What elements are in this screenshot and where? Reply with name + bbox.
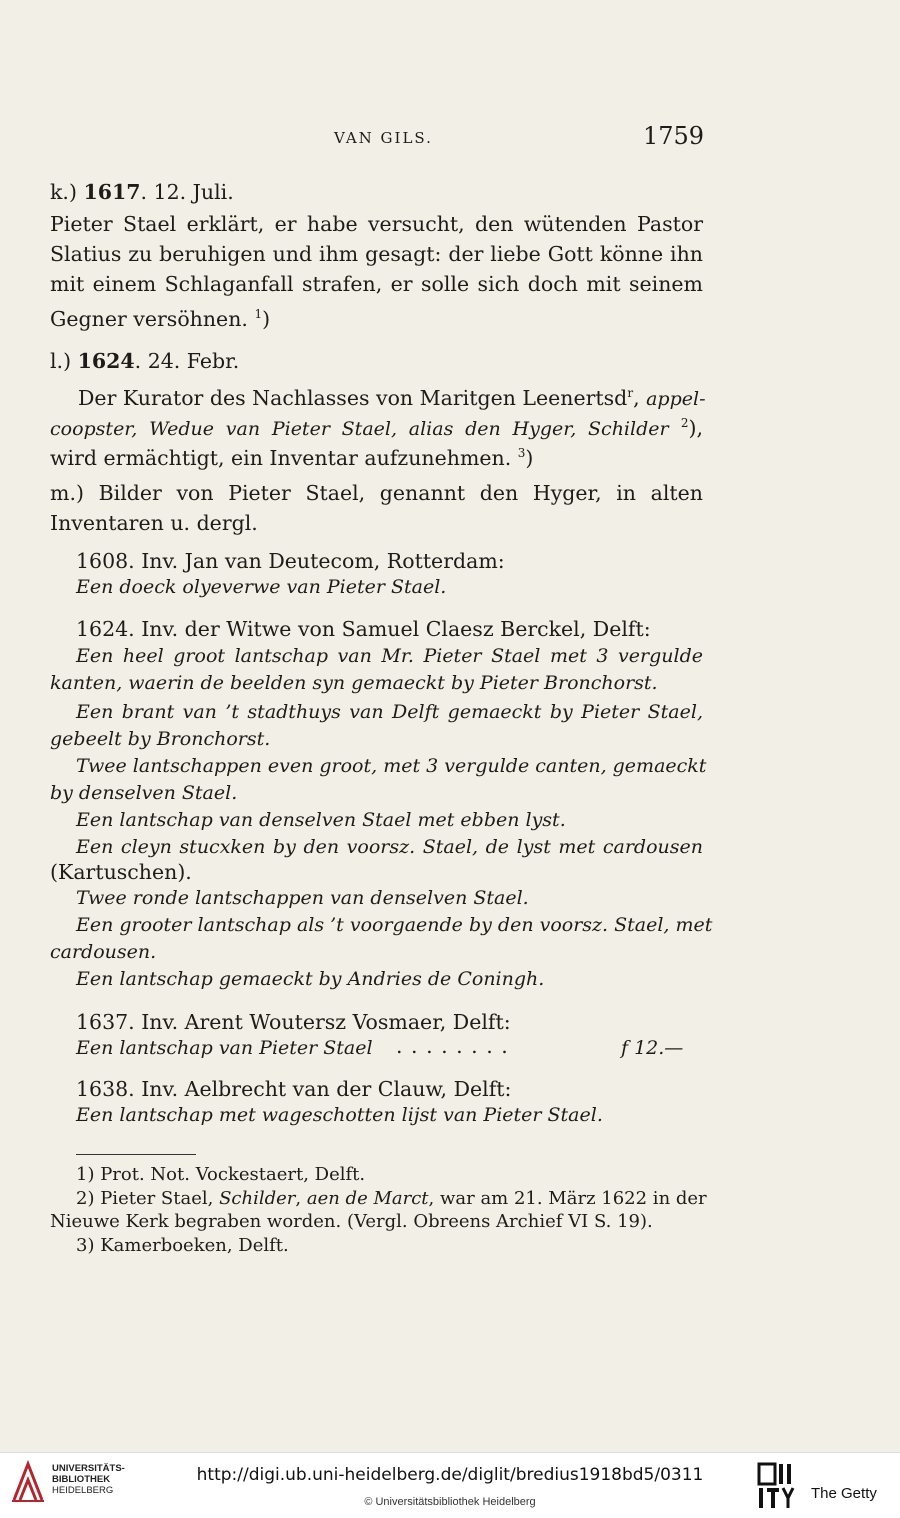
inventory-heading: 1638. Inv. Aelbrecht van der Clauw, Delft: — [76, 1077, 512, 1101]
footnote-rule — [76, 1154, 196, 1155]
footnote-2: 2) Pieter Stael, Schilder, aen de Marct, war am 21. März 1622 in der — [76, 1188, 707, 1209]
section-m-line: m.) Bilder von Pieter Stael, genannt den Hyger, in alten — [50, 481, 703, 505]
section-l-line: wird ermächtigt, ein Inventar aufzunehmen. $^3$) — [50, 446, 534, 470]
inventory-entry: kanten, waerin de beelden syn gemaeckt by Pieter Bronchorst. — [50, 672, 658, 694]
inventory-entry: Een lantschap van denselven Stael met ebben lyst. — [76, 809, 566, 831]
running-header: VAN GILS. — [334, 129, 433, 147]
inventory-entry: cardousen. — [50, 941, 157, 963]
inventory-entry: Een lantschap met wageschotten lijst van Pieter Stael. — [76, 1104, 603, 1126]
inventory-heading: 1624. Inv. der Witwe von Samuel Claesz Berckel, Delft: — [76, 617, 651, 641]
inventory-entry: Een lantschap van Pieter Stael — [76, 1037, 373, 1059]
price: f 12.— — [621, 1037, 684, 1059]
inventory-entry: Twee ronde lantschappen van denselven Stael. — [76, 887, 529, 909]
footnote-1: 1) Prot. Not. Vockestaert, Delft. — [76, 1164, 366, 1185]
section-k-line: Pieter Stael erklärt, er habe versucht, den wütenden Pastor — [50, 212, 703, 236]
inventory-entry: by denselven Stael. — [50, 782, 238, 804]
inventory-entry: Een lantschap gemaeckt by Andries de Coningh. — [76, 968, 545, 990]
inventory-heading: 1637. Inv. Arent Woutersz Vosmaer, Delft: — [76, 1010, 511, 1034]
section-k-line: mit einem Schlaganfall strafen, er solle sich doch mit seinem — [50, 272, 703, 296]
footnote-3: 3) Kamerboeken, Delft. — [76, 1235, 289, 1256]
inventory-entry: Een brant van ’t stadthuys van Delft gemaeckt by Pieter Stael, — [76, 701, 703, 723]
university-library-name: UNIVERSITÄTS- BIBLIOTHEK HEIDELBERG — [52, 1463, 125, 1496]
section-m-line: Inventaren u. dergl. — [50, 511, 258, 535]
section-l-line: Der Kurator des Nachlasses von Maritgen Leenertsd$^r$, appel- — [78, 386, 706, 410]
inventory-entry: (Kartuschen). — [50, 860, 192, 884]
leader-dots: . . . . . . . . — [396, 1034, 509, 1058]
inventory-entry: gebeelt by Bronchorst. — [50, 728, 271, 750]
footnote-2-cont: Nieuwe Kerk begraben worden. (Vergl. Obreens Archief VI S. 19). — [50, 1211, 653, 1232]
inventory-heading: 1608. Inv. Jan van Deutecom, Rotterdam: — [76, 549, 505, 573]
page-number: 1759 — [643, 122, 705, 150]
getty-wordmark: The Getty — [811, 1485, 877, 1502]
copyright-notice: © Universitätsbibliothek Heidelberg — [364, 1496, 536, 1508]
section-k-line: Gegner versöhnen. $^1$) — [50, 307, 271, 331]
inventory-entry: Twee lantschappen even groot, met 3 vergulde canten, gemaeckt — [76, 755, 707, 777]
inventory-entry: Een heel groot lantschap van Mr. Pieter Stael met 3 vergulde — [76, 645, 703, 667]
document-url-link[interactable]: http://digi.ub.uni-heidelberg.de/diglit/bredius1918bd5/0311 — [196, 1465, 704, 1485]
section-l-date: l.) 1624. 24. Febr. — [50, 349, 240, 373]
getty-logo-icon — [757, 1462, 797, 1510]
inventory-entry: Een doeck olyeverwe van Pieter Stael. — [76, 576, 447, 598]
inventory-entry: Een grooter lantschap als ’t voorgaende by den voorsz. Stael, met — [76, 914, 713, 936]
section-k-date: k.) 1617. 12. Juli. — [50, 180, 234, 204]
section-k-line: Slatius zu beruhigen und ihm gesagt: der liebe Gott könne ihn — [50, 242, 703, 266]
inventory-entry: Een cleyn stucxken by den voorsz. Stael, de lyst met cardousen — [76, 836, 703, 858]
section-l-line: coopster, Wedue van Pieter Stael, alias den Hyger, Schilder $^2$), — [50, 416, 703, 440]
